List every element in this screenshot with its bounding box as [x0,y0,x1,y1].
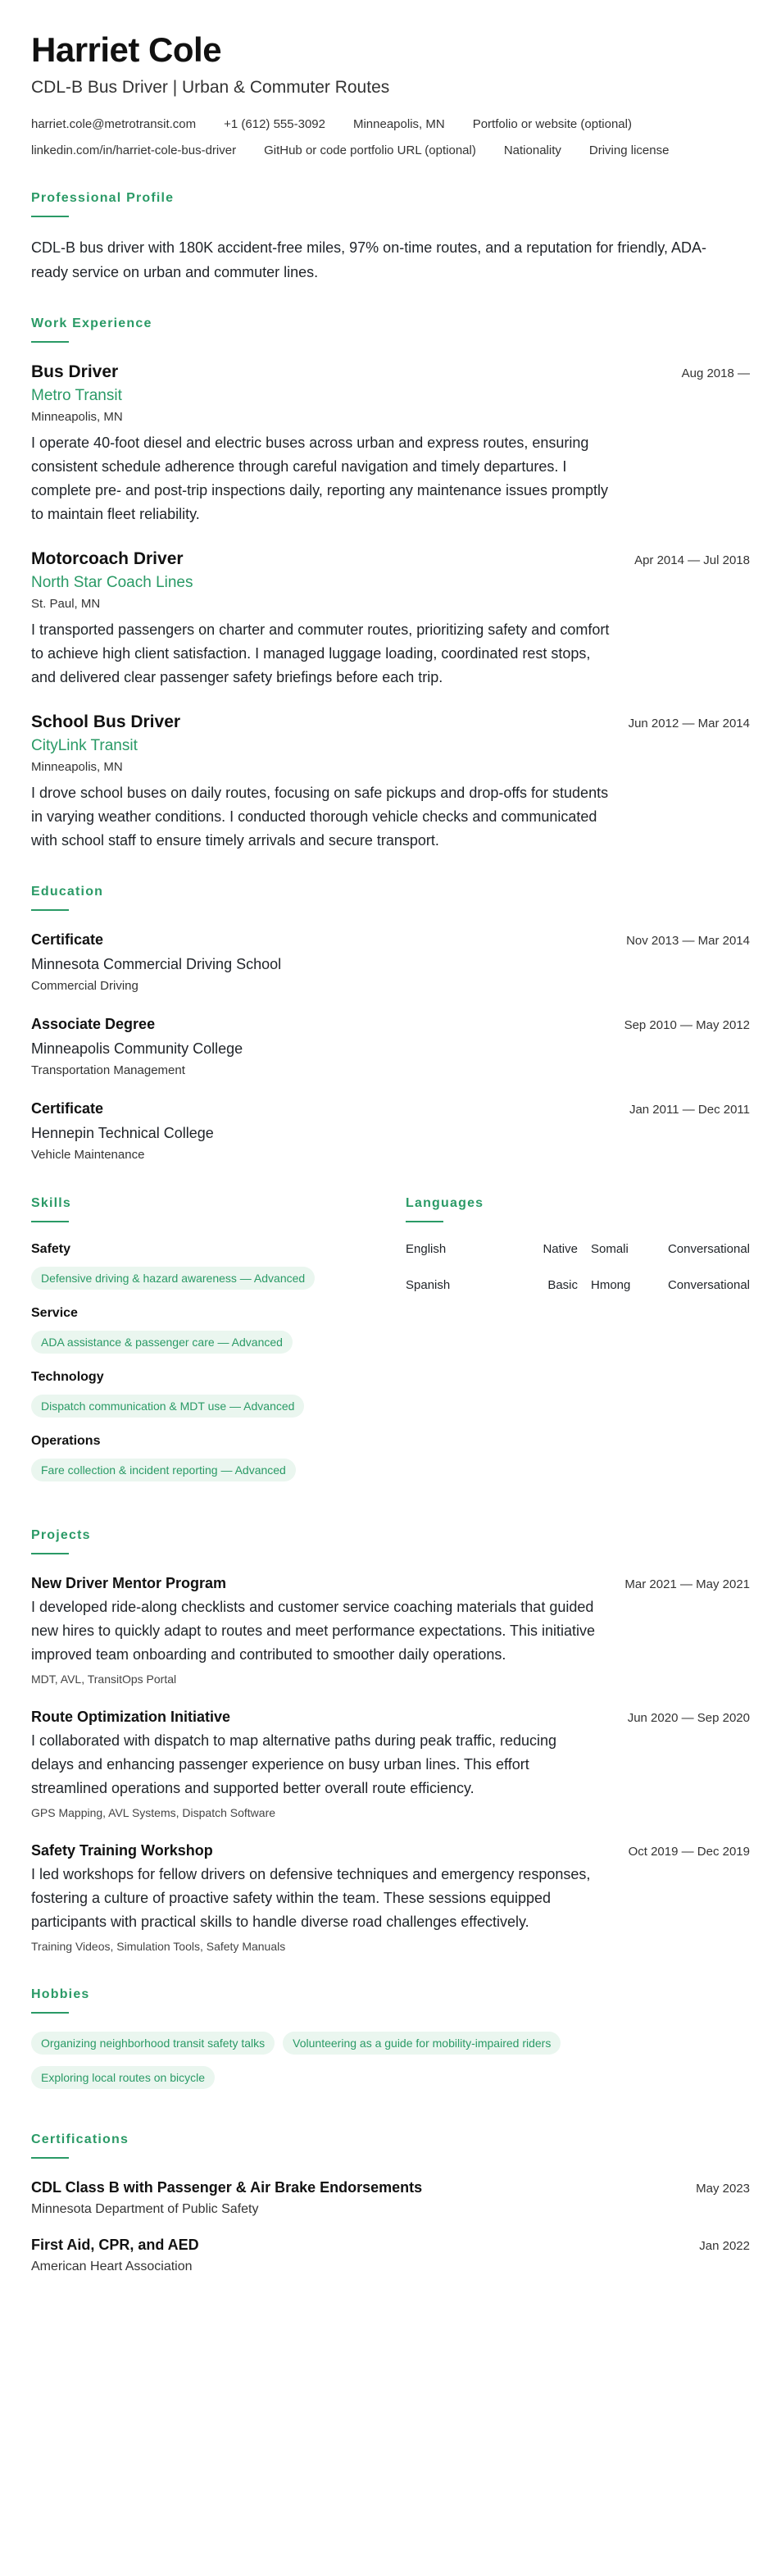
job-dates: Apr 2014 — Jul 2018 [634,553,750,567]
education-dates: Jan 2011 — Dec 2011 [629,1103,750,1117]
language-list [406,1240,750,1295]
hobbies-section [31,1987,750,2100]
experience-entry [31,711,750,853]
hobby-chip: Exploring local routes on bicycle [31,2066,215,2089]
section-divider [31,1553,69,1554]
company-name: North Star Coach Lines [31,574,193,591]
contact-nationality: Nationality [503,143,561,157]
education-section [31,884,750,1164]
job-location: Minneapolis, MN [31,760,123,774]
project-dates: Oct 2019 — Dec 2019 [628,1845,750,1859]
contact-driving-license: Driving license [588,143,670,157]
education-dates: Sep 2010 — May 2012 [624,1018,750,1032]
section-divider [31,1221,69,1222]
language-level: Native [543,1242,578,1256]
job-title: School Bus Driver [31,712,181,731]
school-name: Minnesota Commercial Driving School [31,956,282,972]
section-title: Professional Profile [31,191,175,205]
skills-languages-row [31,1195,750,1496]
skill-category: Service [31,1306,78,1320]
project-tools: Training Videos, Simulation Tools, Safety Manuals [31,1940,286,1953]
certification-title: CDL Class B with Passenger & Air Brake Endorsements [31,2179,423,2196]
contact-list [31,116,750,159]
section-title: Languages [406,1196,484,1210]
hobby-chip: Organizing neighborhood transit safety talks [31,2032,275,2055]
profile-summary: CDL-B bus driver with 180K accident-free miles, 97% on-time routes, and a reputation for friendly, ADA-ready service on urban and commuter lines. [31,239,707,280]
project-description: I collaborated with dispatch to map alternative paths during peak traffic, reducing delays and enhancing passenger experience on busy urban lines. This effort streamlined operations and supported better overall route efficiency. [31,1732,557,1796]
company-name: CityLink Transit [31,737,138,754]
job-location: St. Paul, MN [31,597,101,611]
section-title: Education [31,885,104,899]
project-tools: MDT, AVL, TransitOps Portal [31,1673,177,1686]
contact-phone[interactable]: +1 (612) 555-3092 [224,117,325,131]
certification-issuer: Minnesota Department of Public Safety [31,2202,259,2216]
school-name: Hennepin Technical College [31,1125,214,1141]
experience-section [31,316,750,853]
field-of-study: Commercial Driving [31,979,138,993]
project-title: Safety Training Workshop [31,1842,213,1859]
degree-title: Certificate [31,931,104,948]
project-entry [31,1706,750,1822]
skill-group [31,1368,406,1418]
section-title: Work Experience [31,316,152,330]
language-level: Conversational [667,1278,750,1292]
projects-section [31,1527,750,1955]
education-entry [31,1098,750,1164]
section-divider [31,341,69,343]
skill-group [31,1304,406,1354]
job-title: Bus Driver [31,362,119,381]
project-dates: Jun 2020 — Sep 2020 [627,1711,750,1725]
field-of-study: Transportation Management [31,1063,185,1077]
hobby-chip: Volunteering as a guide for mobility-impaired riders [283,2032,561,2055]
skill-chip: Defensive driving & hazard awareness — Advanced [31,1267,315,1290]
section-title: Projects [31,1528,91,1542]
project-dates: Mar 2021 — May 2021 [624,1577,750,1591]
skill-category: Operations [31,1434,101,1448]
skill-chip: Fare collection & incident reporting — Advanced [31,1459,296,1481]
project-title: New Driver Mentor Program [31,1575,227,1591]
field-of-study: Vehicle Maintenance [31,1148,145,1162]
skills-section [31,1195,406,1496]
company-name: Metro Transit [31,387,122,404]
project-description: I led workshops for fellow drivers on defensive techniques and emergency responses, fostering a culture of proactive safety within the team. These sessions equipped participants with practical skills to handle diverse road challenges effectively. [31,1866,591,1930]
profile-section [31,190,750,284]
job-title: Motorcoach Driver [31,549,184,568]
certification-date: May 2023 [696,2182,750,2196]
certification-entry [31,2234,750,2277]
candidate-role: CDL-B Bus Driver | Urban & Commuter Routes [31,78,390,97]
job-dates: Jun 2012 — Mar 2014 [628,717,750,730]
contact-github[interactable]: GitHub or code portfolio URL (optional) [264,143,476,157]
hobby-list [31,2032,750,2100]
job-dates: Aug 2018 — [681,366,750,380]
certification-title: First Aid, CPR, and AED [31,2237,199,2253]
school-name: Minneapolis Community College [31,1040,243,1057]
skill-category: Technology [31,1370,104,1384]
section-divider [31,216,69,217]
language-level: Basic [547,1278,578,1292]
languages-section [406,1195,750,1496]
certification-entry [31,2177,750,2219]
contact-linkedin[interactable]: linkedin.com/in/harriet-cole-bus-driver [31,143,237,157]
degree-title: Certificate [31,1100,104,1117]
section-title: Certifications [31,2132,129,2146]
job-location: Minneapolis, MN [31,410,123,424]
education-dates: Nov 2013 — Mar 2014 [626,934,750,948]
certification-issuer: American Heart Association [31,2260,193,2273]
project-entry [31,1572,750,1688]
resume-header [31,30,750,159]
language-level: Conversational [667,1242,750,1256]
certification-date: Jan 2022 [699,2239,750,2253]
section-title: Hobbies [31,1987,90,2001]
project-entry [31,1840,750,1955]
skill-category: Safety [31,1242,71,1256]
project-description: I developed ride-along checklists and customer service coaching materials that guided new hires to quickly adapt to routes and meet performance expectations. This initiative improved team onboarding and contributed to smoother daily operations. [31,1599,596,1663]
contact-portfolio[interactable]: Portfolio or website (optional) [472,117,632,131]
language-name: English [406,1242,447,1256]
language-name: Somali [591,1242,629,1256]
section-divider [31,2157,69,2159]
section-divider [406,1221,443,1222]
candidate-name: Harriet Cole [31,30,222,69]
section-divider [31,2012,69,2014]
job-description: I transported passengers on charter and commuter routes, prioritizing safety and comfort to achieve high client satisfaction. I managed luggage loading, coordinated rest stops, and delivered clear passenger safety briefings before each trip. [31,621,610,685]
job-description: I operate 40-foot diesel and electric buses across urban and express routes, ensuring consistent schedule adherence through careful navigation and timely departures. I complete pre- and post-trip inspections daily, reporting any maintenance issues promptly to maintain fleet reliability. [31,435,609,522]
experience-entry [31,548,750,690]
degree-title: Associate Degree [31,1016,156,1032]
contact-email[interactable]: harriet.cole@metrotransit.com [31,117,197,131]
contact-location: Minneapolis, MN [352,117,445,131]
experience-entry [31,361,750,526]
skill-group [31,1432,406,1481]
project-title: Route Optimization Initiative [31,1709,231,1725]
job-description: I drove school buses on daily routes, focusing on safe pickups and drop-offs for students in varying weather conditions. I conducted thorough vehicle checks and communicated with school staff to ensure timely arrivals and secure transport. [31,785,609,849]
project-tools: GPS Mapping, AVL Systems, Dispatch Software [31,1806,276,1819]
education-entry [31,1013,750,1080]
section-divider [31,909,69,911]
section-title: Skills [31,1196,72,1210]
skill-chip: Dispatch communication & MDT use — Advanced [31,1395,304,1418]
education-entry [31,929,750,995]
skill-chip: ADA assistance & passenger care — Advanced [31,1331,293,1354]
certifications-section [31,2132,750,2277]
language-name: Spanish [406,1278,451,1292]
skill-group [31,1240,406,1290]
language-name: Hmong [591,1278,631,1292]
